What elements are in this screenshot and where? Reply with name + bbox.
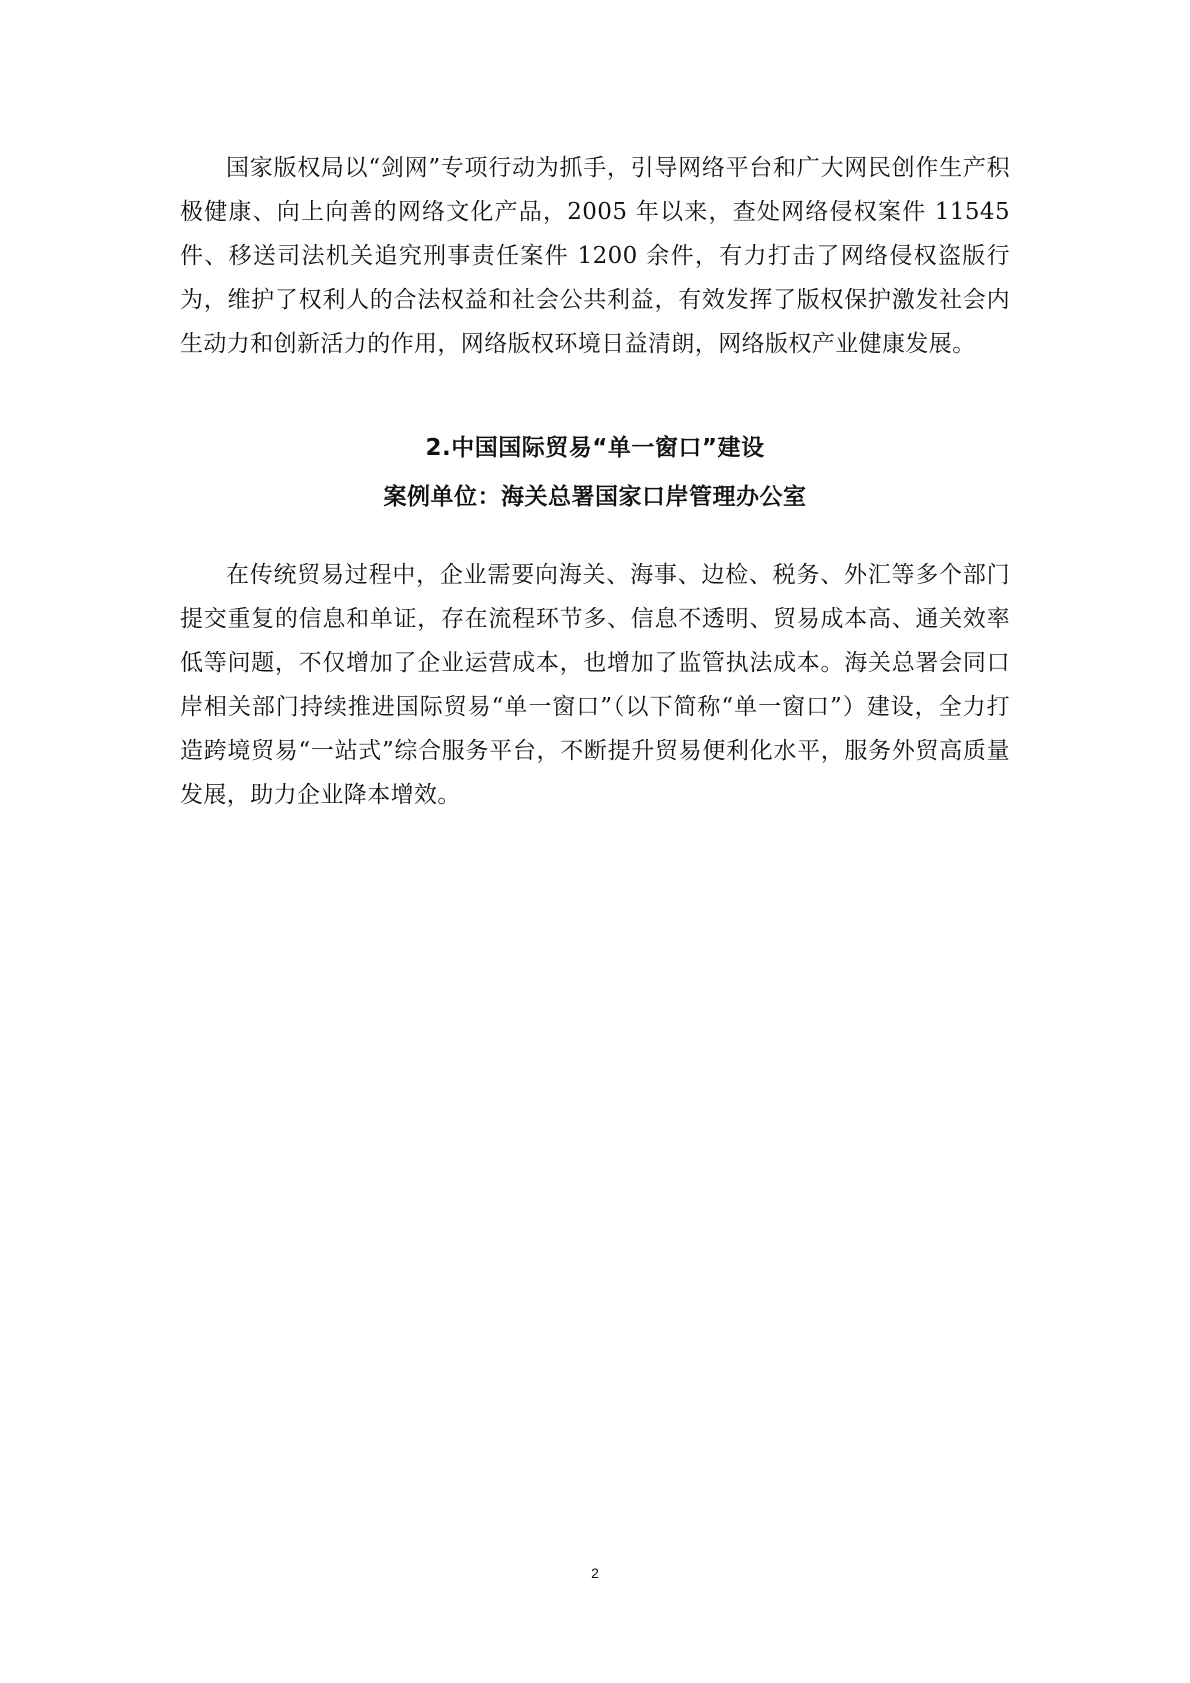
- page-number: 2: [591, 1565, 599, 1581]
- section-title: 2.中国国际贸易“单一窗口”建设: [425, 435, 765, 461]
- body-paragraph-copyright: 国家版权局以“剑网”专项行动为抓手，引导网络平台和广大网民创作生产积极健康、向上向善的网络文化产品，2005 年以来，查处网络侵权案件 11545 件、移送司法机关追究刑事责任案件 1200 余件，有力打击了网络侵权盗版行为，维护了权利人的合法权益和社会公共利益，有效发挥了版权保护激发社会内生动力和创新活力的作用，网络版权环境日益清朗，网络版权产业健康发展。: [180, 155, 1010, 357]
- section-unit: 案例单位：海关总署国家口岸管理办公室: [383, 484, 807, 510]
- body-paragraph-single-window: 在传统贸易过程中，企业需要向海关、海事、边检、税务、外汇等多个部门提交重复的信息和单证，存在流程环节多、信息不透明、贸易成本高、通关效率低等问题，不仅增加了企业运营成本，也增加了监管执法成本。海关总署会同口岸相关部门持续推进国际贸易“单一窗口”（以下简称“单一窗口”）建设，全力打造跨境贸易“一站式”综合服务平台，不断提升贸易便利化水平，服务外贸高质量发展，助力企业降本增效。: [180, 562, 1010, 808]
